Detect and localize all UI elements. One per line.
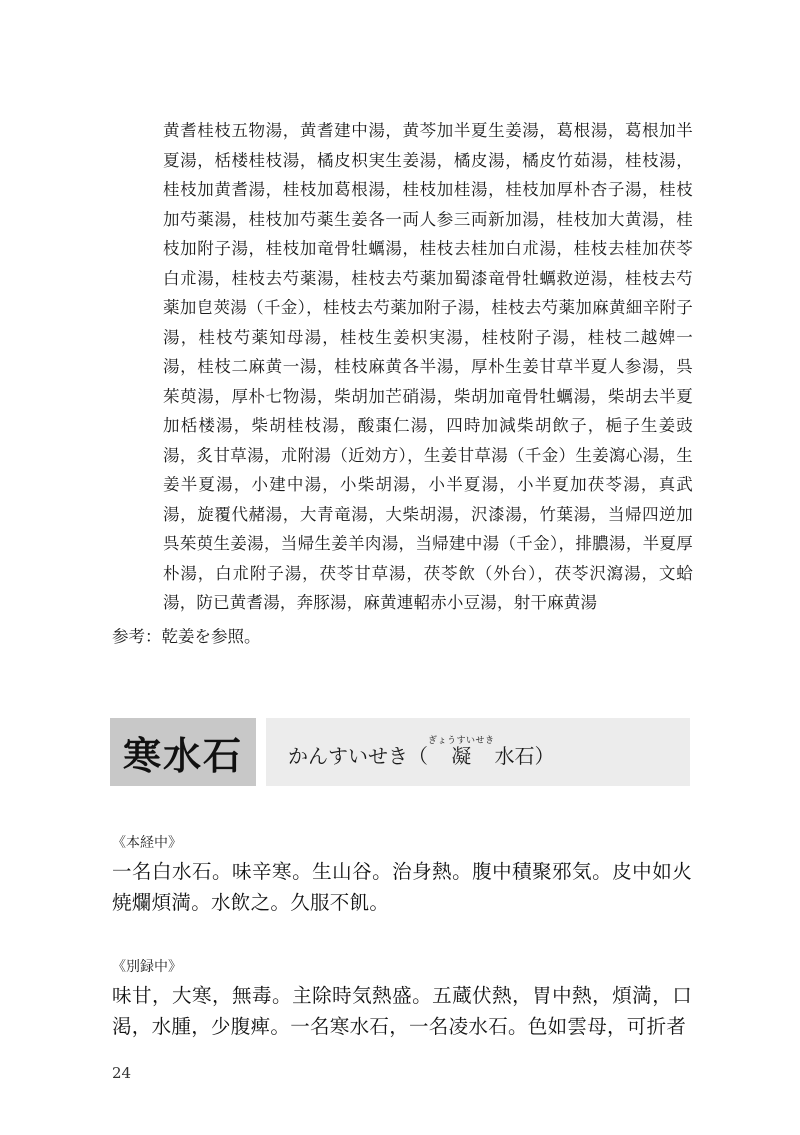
section-text-betsuroku: 味甘，大寒，無毒。主除時気熱盛。五蔵伏熱，胃中熱，煩満，口渇，水腫，少腹痺。一名寒水石，一名凌水石。色如雲母，可折者 [112, 984, 692, 1038]
section-label-honkei: 《本経中》 [112, 835, 182, 851]
entry-reading [266, 718, 690, 786]
section-text-honkei: 一名白水石。味辛寒。生山谷。治身熱。腹中積聚邪気。皮中如火焼爛煩満。水飲之。久服不飢。 [112, 860, 692, 914]
reading-prefix: かんすいせき（ [288, 744, 428, 768]
formula-list-paragraph: 黄耆桂枝五物湯，黄耆建中湯，黄芩加半夏生姜湯，葛根湯，葛根加半夏湯，栝楼桂枝湯，橘皮枳実生姜湯，橘皮湯，橘皮竹茹湯，桂枝湯，桂枝加黄耆湯，桂枝加葛根湯，桂枝加桂湯，桂枝加厚朴杏子湯，桂枝加芍薬湯，桂枝加芍薬生姜各一両人参三両新加湯，桂枝加大黄湯，桂枝加附子湯，桂枝加竜骨牡蠣湯，桂枝去桂加白朮湯，桂枝去桂加茯苓白朮湯，桂枝去芍薬湯，桂枝去芍薬加蜀漆竜骨牡蠣救逆湯，桂枝去芍薬加皀莢湯（千金），桂枝去芍薬加附子湯，桂枝去芍薬加麻黄細辛附子湯，桂枝芍薬知母湯，桂枝生姜枳実湯，桂枝附子湯，桂枝二越婢一湯，桂枝二麻黄一湯，桂枝麻黄各半湯，厚朴生姜甘草半夏人参湯，呉茱萸湯，厚朴七物湯，柴胡加芒硝湯，柴胡加竜骨牡蠣湯，柴胡去半夏加栝楼湯，柴胡桂枝湯，酸棗仁湯，四時加減柴胡飲子，梔子生姜豉湯，炙甘草湯，朮附湯（近効方），生姜甘草湯（千金）生姜瀉心湯，生姜半夏湯，小建中湯，小柴胡湯，小半夏湯，小半夏加茯苓湯，真武湯，旋覆代赭湯，大青竜湯，大柴胡湯，沢漆湯，竹葉湯，当帰四逆加呉茱萸生姜湯，当帰生姜羊肉湯，当帰建中湯（千金），排膿湯，半夏厚朴湯，白朮附子湯，茯苓甘草湯，茯苓飲（外台），茯苓沢瀉湯，文蛤湯，防已黄耆湯，奔豚湯，麻黄連軺赤小豆湯，射干麻黄湯 [163, 121, 693, 612]
ruby-base: 凝 [428, 744, 495, 768]
reference-note: 参考：乾姜を参照。 [112, 627, 261, 646]
entry-header [110, 718, 690, 786]
page-number: 24 [112, 1064, 132, 1082]
reading-suffix: 水石） [494, 744, 555, 768]
reading-ruby [428, 736, 495, 769]
entry-title: 寒水石 [110, 718, 256, 786]
section-label-betsuroku: 《別録中》 [112, 959, 182, 975]
ruby-annotation: ぎょうすいせき [428, 736, 495, 746]
